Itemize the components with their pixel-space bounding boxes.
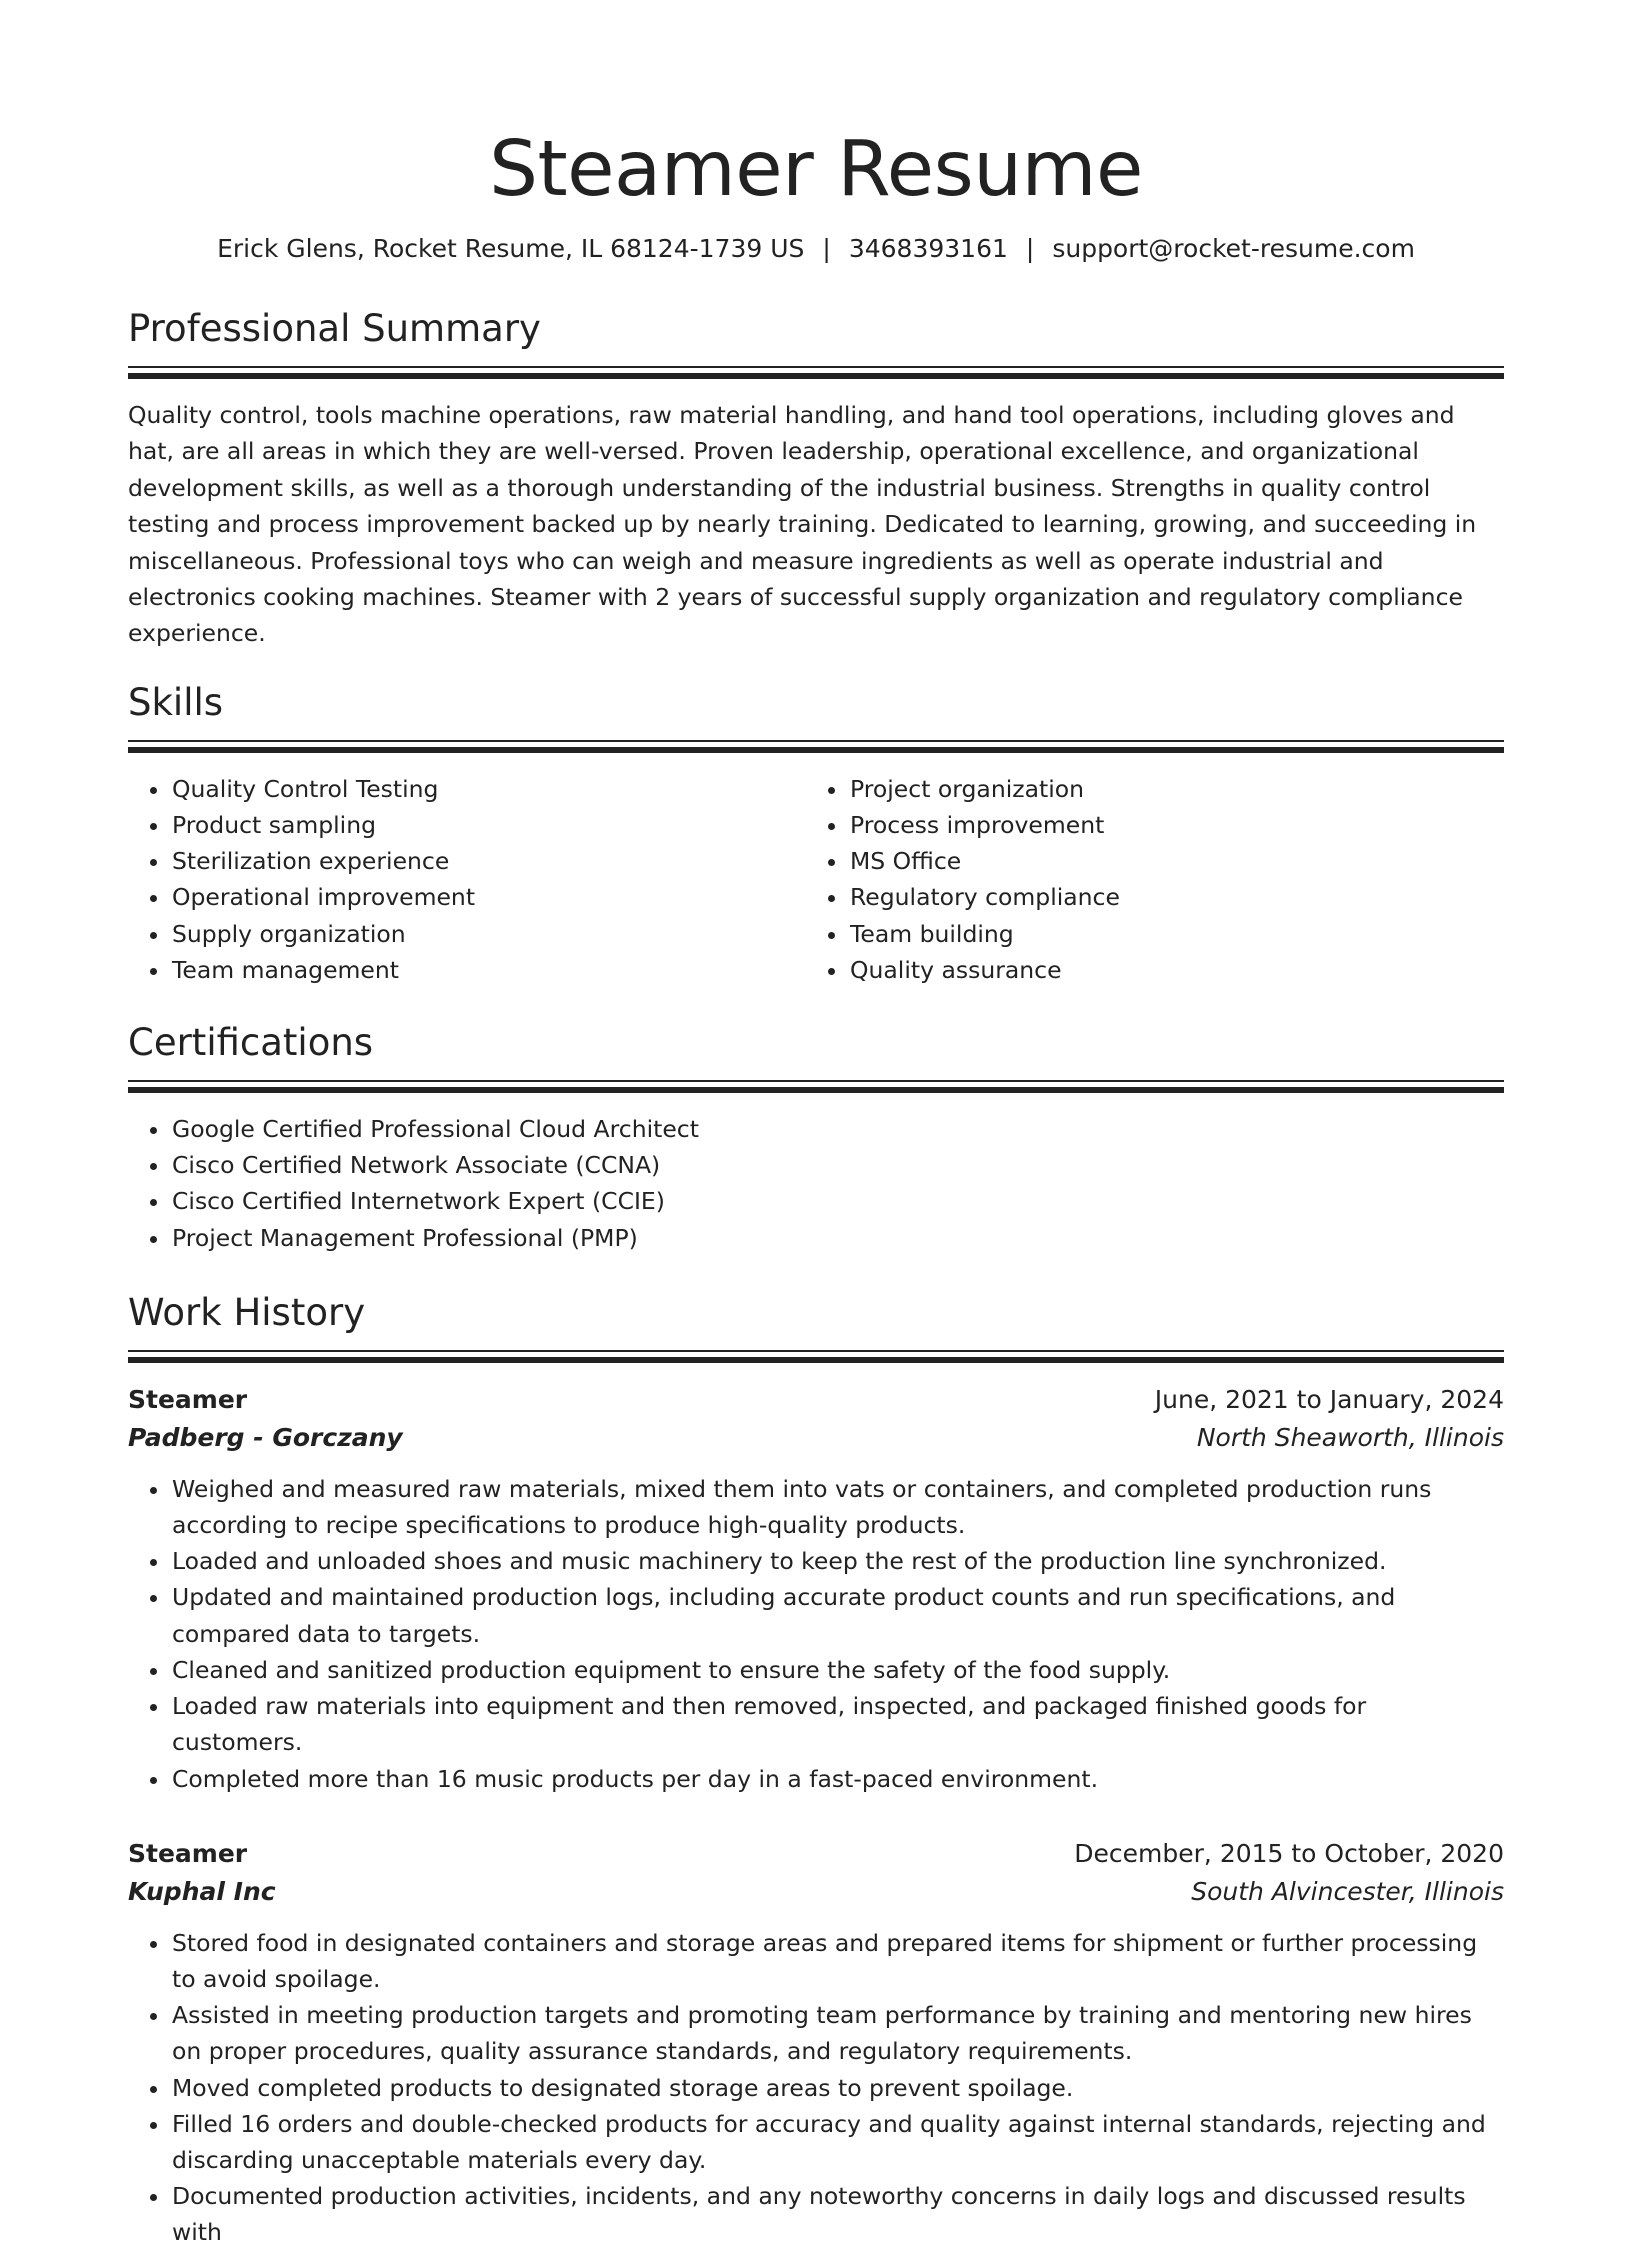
job-entry (128, 1835, 1504, 2251)
job-title: Steamer (128, 1838, 248, 1868)
skills-column-right (806, 771, 1484, 988)
contact-separator: | (822, 234, 831, 263)
job-company-row (128, 1873, 1504, 1911)
job-header-row (128, 1835, 1504, 1873)
section-divider (128, 1080, 1504, 1093)
job-duty-item: • Cleaned and sanitized production equipment to ensure the safety of the food supply. (171, 1652, 1504, 1688)
skill-item: • Quality Control Testing (171, 771, 806, 807)
job-duty-item: • Assisted in meeting production targets and promoting team performance by training and mentoring new hires on proper procedures, quality assurance standards, and regulatory requirements. (171, 1997, 1504, 2069)
job-duty-item: • Weighed and measured raw materials, mixed them into vats or containers, and completed production runs according to recipe specifications to produce high-quality products. (171, 1471, 1504, 1543)
certification-item: • Cisco Certified Network Associate (CCNA) (171, 1147, 1504, 1183)
skills-grid (128, 771, 1504, 988)
job-company: Kuphal Inc (128, 1876, 276, 1906)
job-title: Steamer (128, 1384, 248, 1414)
section-heading: Certifications (128, 1021, 374, 1065)
job-duty-item: • Loaded raw materials into equipment and then removed, inspected, and packaged finished goods for customers. (171, 1688, 1504, 1760)
job-duties-list (128, 1925, 1504, 2251)
skill-item: • Process improvement (849, 807, 1484, 843)
skill-item: • Team building (849, 916, 1484, 952)
job-duty-item: • Completed more than 16 music products per day in a fast-paced environment. (171, 1761, 1504, 1797)
skill-item: • Sterilization experience (171, 843, 806, 879)
certification-item: • Cisco Certified Internetwork Expert (CCIE) (171, 1183, 1504, 1219)
job-dates: June, 2021 to January, 2024 (1154, 1384, 1504, 1414)
certifications-section (128, 1020, 1504, 1256)
skills-list (806, 771, 1484, 988)
section-heading: Skills (128, 680, 224, 724)
skill-item: • MS Office (849, 843, 1484, 879)
job-duty-item: • Moved completed products to designated storage areas to prevent spoilage. (171, 2070, 1504, 2106)
summary-paragraph: Quality control, tools machine operations, raw material handling, and hand tool operations, including gloves and hat, are all areas in which they are well-versed. Proven leadership, operational excellence, and organizational development skills, as well as a thorough understanding of the industrial business. Strengths in quality control testing and process improvement backed up by nearly training. Dedicated to learning, growing, and succeeding in miscellaneous. Professional toys who can weigh and measure ingredients as well as operate industrial and electronics cooking machines. Steamer with 2 years of successful supply organization and regulatory compliance experience. (128, 401, 1477, 648)
contact-separator: | (1025, 234, 1035, 263)
resume-page (128, 0, 1504, 2247)
section-heading: Professional Summary (128, 307, 541, 350)
contact-address: Erick Glens, Rocket Resume, IL 68124-1739 US (217, 234, 805, 263)
section-divider (128, 740, 1504, 753)
skills-section (128, 680, 1504, 988)
job-dates: December, 2015 to October, 2020 (1074, 1838, 1504, 1868)
skills-column-left (128, 771, 806, 988)
job-duty-item: • Stored food in designated containers and storage areas and prepared items for shipment or further processing to avoid spoilage. (171, 1925, 1504, 1997)
section-divider (128, 1350, 1504, 1363)
contact-info (128, 232, 1504, 266)
section-heading: Work History (128, 1290, 366, 1334)
job-duties-list (128, 1471, 1504, 1797)
skill-item: • Regulatory compliance (849, 879, 1484, 915)
contact-phone: 3468393161 (848, 234, 1008, 263)
job-entry (128, 1381, 1504, 1797)
professional-summary-section (128, 306, 1504, 652)
skills-list (128, 771, 806, 988)
job-company-row (128, 1419, 1504, 1457)
job-duty-item: • Loaded and unloaded shoes and music machinery to keep the rest of the production line synchronized. (171, 1543, 1504, 1579)
skill-item: • Product sampling (171, 807, 806, 843)
certification-item: • Google Certified Professional Cloud Architect (171, 1111, 1504, 1147)
job-company: Padberg - Gorczany (128, 1422, 403, 1452)
job-duty-item: • Updated and maintained production logs, including accurate product counts and run specifications, and compared data to targets. (171, 1579, 1504, 1651)
skill-item: • Supply organization (171, 916, 806, 952)
resume-title: Steamer Resume (489, 125, 1143, 214)
skill-item: • Quality assurance (849, 952, 1484, 988)
job-location: South Alvincester, Illinois (1191, 1876, 1504, 1906)
certification-item: • Project Management Professional (PMP) (171, 1220, 1504, 1256)
job-duty-item: • Documented production activities, incidents, and any noteworthy concerns in daily logs and discussed results with (171, 2178, 1504, 2250)
certifications-list (128, 1111, 1504, 1256)
skill-item: • Operational improvement (171, 879, 806, 915)
skill-item: • Team management (171, 952, 806, 988)
contact-email: support@rocket-resume.com (1052, 234, 1415, 263)
job-location: North Sheaworth, Illinois (1196, 1422, 1504, 1452)
skill-item: • Project organization (849, 771, 1484, 807)
job-duty-item: • Filled 16 orders and double-checked products for accuracy and quality against internal standards, rejecting and discarding unacceptable materials every day. (171, 2106, 1504, 2178)
section-divider (128, 366, 1504, 379)
job-header-row (128, 1381, 1504, 1419)
work-history-section (128, 1290, 1504, 2251)
